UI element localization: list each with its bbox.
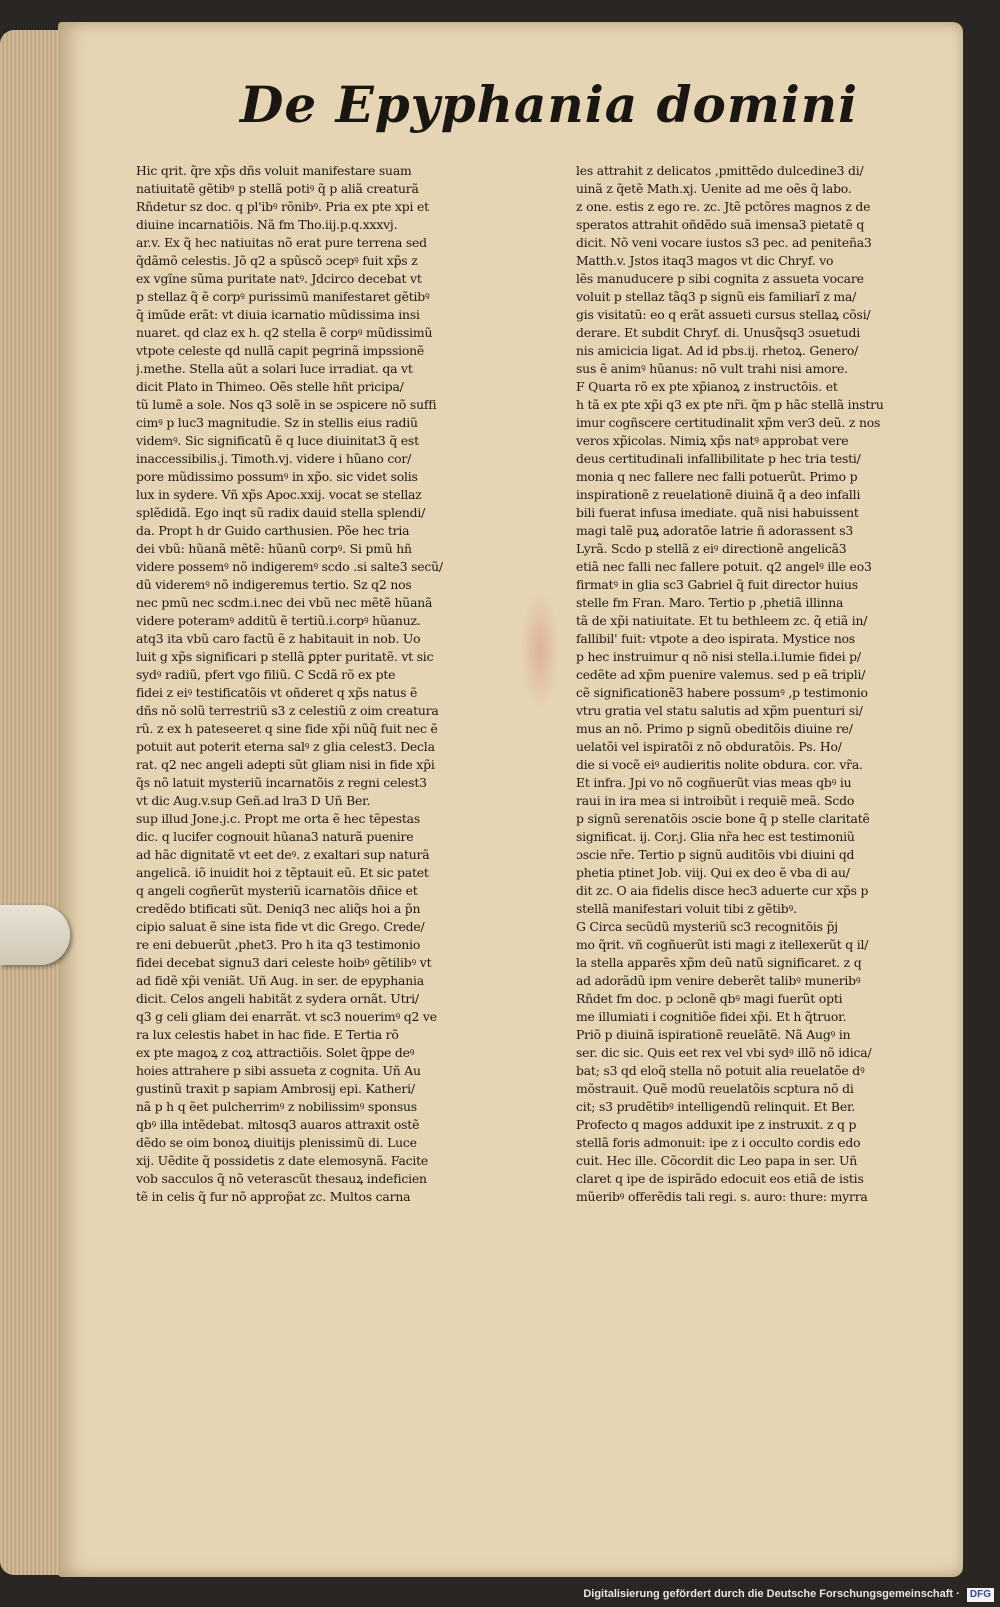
left-column-line: vtpote celeste qd nullã capit pegrinã impssionẽ [136,343,425,358]
left-column-line: fidei z eiꝰ testificatõis vt oñderet q xp̃s natus ẽ [136,685,418,700]
right-column-line: p signũ serenatõis ɔscie bone q̃ p stelle claritatẽ [576,811,870,826]
left-column-line: angelicã. iõ inuidit hoi z tẽptauit eũ. Et sic patet [136,865,429,880]
left-column-line: fidei decebat signu3 dari celeste hoibꝰ gẽtilibꝰ vt [136,955,432,970]
left-column-line: q̃ imũde erãt: vt diuia icarnatio mũdissima insi [136,307,420,322]
right-column-line: stellã manifestari voluit tibi z gẽtibꝰ. [576,901,797,916]
right-column-line: cedẽte ad xp̃m puenire valemus. sed p eã tripli/ [576,667,866,682]
left-column-line: potuit aut poterit eterna salꝰ z glia celest3. Decla [136,739,435,754]
page-tab-marker [0,905,70,965]
right-column-line: claret q ipe de ispirãdo edocuit eos etiã de istis [576,1171,864,1186]
left-column-line: dicit Plato in Thimeo. Oẽs stelle hñt pricipa/ [136,379,404,394]
right-column-line: mũeribꝰ offerẽdis tali regi. s. auro: thure: myrra [576,1189,868,1204]
right-column-line: etiã nec falli nec fallere potuit. q2 angelꝰ ille eo3 [576,559,872,574]
left-column-line: nec pmũ nec scdm.i.nec dei vbũ nec mẽtẽ hũanã [136,595,433,610]
right-column-line: z one. estis z ego re. zc. Jtẽ pctõres magnos z de [576,199,871,214]
right-column-line: inspirationẽ z reuelationẽ diuinã q̃ a deo infalli [576,487,861,502]
left-column-line: credẽdo btificati sũt. Deniq3 nec aliq̃s hoi a p̃n [136,901,421,916]
left-column-line: luit g xp̃s significari p stellã ꝑpter puritatẽ. vt sic [136,649,434,664]
left-column-line: ra lux celestis habet in hac fide. E Tertia rõ [136,1027,399,1042]
right-column-line: firmatꝰ in glia sc3 Gabriel q̃ fuit director huius [576,577,858,592]
left-column-line: xij. Uẽdite q̃ possidetis z date elemosynã. Facite [136,1153,429,1168]
right-column-line: Et infra. Jpi vo nõ cogñuerũt vias meas qbꝰ iu [576,775,852,790]
right-column-line: cit; s3 prudẽtibꝰ intelligendũ relinquit. Et Ber. [576,1099,856,1114]
right-column-line: significat. ij. Cor.j. Glia nr̃a hec est testimoniũ [576,829,855,844]
right-column-line: dit zc. O aia fidelis disce hec3 aduerte cur xp̃s p [576,883,869,898]
left-column-line: videre poteramꝰ additũ ẽ tertiũ.i.corpꝰ hũanuz. [136,613,421,628]
right-column-line: F Quarta rõ ex pte xp̃ianoꝝ z instructõis. et [576,379,838,394]
dfg-logo: DFG [967,1588,994,1602]
left-column-line: hoies attrahere p sibi assueta z cognita. Uñ Au [136,1063,421,1078]
right-column-line: Lyrã. Scdo p stellã z eiꝰ directionẽ angelicã3 [576,541,847,556]
right-column-line: nis amicicia ligat. Ad id pbs.ij. rhetoꝝ. Genero/ [576,343,859,358]
left-column-line: lux in sydere. Vñ xp̃s Apoc.xxij. vocat se stellaz [136,487,422,502]
left-column-line: vob sacculos q̃ nõ veterascũt thesauꝝ indeficien [136,1171,427,1186]
left-column-line: re eni debuerũt ,phet3. Pro h ita q3 testimonio [136,937,421,952]
right-column-line: uelatõi vel ispiratõi z nõ obduratõis. Ps. Ho/ [576,739,842,754]
left-column-line: nã p h q ẽet pulcherrimꝰ z nobilissimꝰ sponsus [136,1099,417,1114]
right-column-line: vtru gratia vel statu salutis ad xp̃m puenturi si/ [576,703,863,718]
book-fore-edge [0,30,62,1575]
right-column-line: speratos attrahit oñdẽdo suã imensa3 pietatẽ q [576,217,865,232]
left-column-line: sydꝰ radiũ, pfert vgo filiũ. C Scdã rõ ex pte [136,667,396,682]
left-column-line: tũ lumẽ a sole. Nos q3 solẽ in se ɔspicere nõ suffi [136,397,437,412]
right-column-line: die si vocẽ eiꝰ audieritis nolite obdura. cor. vr̃a. [576,757,863,772]
left-column-line: gustinũ traxit p sapiam Ambrosij epi. Katheri/ [136,1081,415,1096]
right-column-line: lẽs manuducere p sibi cognita z assueta vocare [576,271,864,286]
right-column-line: deus certitudinali infallibilitate p hec tria testi/ [576,451,861,466]
left-column-line: videmꝰ. Sic significatũ ẽ q luce diuinitat3 q̃ est [136,433,419,448]
right-column-line: cuit. Hec ille. Cõcordit dic Leo papa in ser. Uñ [576,1153,858,1168]
left-column-line: dei vbũ: hũanã mẽtẽ: hũanũ corpꝰ. Si pmũ hñ [136,541,412,556]
right-column-line: phetia ptinet Job. viij. Qui ex deo ẽ vba di au/ [576,865,850,880]
right-column-line: sus ẽ animꝰ hũanus: nõ vult trahi nisi amore. [576,361,848,376]
right-column-line: Matth.v. Jstos itaq3 magos vt dic Chryf. vo [576,253,834,268]
left-column-line: dic. q lucifer cognouit hũana3 naturã puenire [136,829,414,844]
left-column-line: p stellaz q̃ ẽ corpꝰ purissimũ manifestaret gẽtibꝰ [136,289,430,304]
left-column-line: ar.v. Ex q̃ hec natiuitas nõ erat pure terrena sed [136,235,427,250]
left-column-line: pore mũdissimo possumꝰ in xp̃o. sic videt solis [136,469,418,484]
left-column-line: natiuitatẽ gẽtibꝰ p stellã potiꝰ q̃ p aliã creaturã [136,181,419,196]
left-column-line: ex pte magoꝝ z coꝝ attractiõis. Solet q̃ppe deꝰ [136,1045,415,1060]
left-column-line: cipio saluat ẽ sine ista fide vt dic Grego. Crede/ [136,919,425,934]
right-column-line: tã de xp̃i natiuitate. Et tu bethleem zc. q̃ etiã in/ [576,613,868,628]
left-column-line: dñs nõ solũ terrestriũ s3 z celestiũ z oim creatura [136,703,439,718]
right-column-line: Priõ p diuinã ispirationẽ reuelãtẽ. Nã Augꝰ in [576,1027,851,1042]
left-column-line: sup illud Jone.j.c. Propt me orta ẽ hec tẽpestas [136,811,421,826]
left-column-line: videre possemꝰ nõ indigeremꝰ scdo .si salte3 secũ/ [136,559,443,574]
footer-text: Digitalisierung gefördert durch die Deutsche Forschungsgemeinschaft · [583,1588,960,1600]
left-column-line: q̃dãmõ celestis. Jõ q2 a spũscõ ɔcepꝰ fuit xp̃s z [136,253,418,268]
left-column-line: dẽdo se oim bonoꝝ diuitijs plenissimũ di. Luce [136,1135,417,1150]
left-column-line: vt dic Aug.v.sup Geñ.ad lra3 D Uñ Ber. [136,793,371,808]
right-column-line: Profecto q magos adduxit ipe z instruxit. z q p [576,1117,857,1132]
left-column-line: q̃s nõ latuit mysteriũ incarnatõis z regni celest3 [136,775,427,790]
left-column-line: ad hãc dignitatẽ vt eet deꝰ. z exaltari sup naturã [136,847,430,862]
right-column-line: derare. Et subdit Chryf. di. Unusq̃sq3 ɔsuetudi [576,325,861,340]
right-column-line: imur cogñscere certitudinalit xp̃m ver3 deũ. z nos [576,415,881,430]
right-column-line: mus an nõ. Primo p signũ obeditõis diuine re/ [576,721,853,736]
right-column-line: ad adorãdũ ipm venire deberẽt talibꝰ muneribꝰ [576,973,861,988]
right-column-line: mõstrauit. Quẽ modũ reuelatõis scptura nõ di [576,1081,854,1096]
right-column-line: veros xp̃icolas. Nimiꝝ xp̃s natꝰ approbat vere [576,433,849,448]
right-column-line: fallibil' fuit: vtpote a deo ispirata. Mystice nos [576,631,856,646]
right-column-line: ser. dic sic. Quis eet rex vel vbi sydꝰ illõ nõ idica/ [576,1045,872,1060]
left-column-line: Rñdetur sz doc. q pl'ibꝰ rõnibꝰ. Pria ex pte xpi et [136,199,429,214]
right-column-line: Rñdet fm doc. p ɔclonẽ qbꝰ magi fuerũt opti [576,991,843,1006]
left-column-line: inaccessibilis.j. Timoth.vj. videre i hũano cor/ [136,451,412,466]
right-column-line: stellã foris admonuit: ipe z i occulto cordis edo [576,1135,861,1150]
right-column-line: raui in ira mea si introibũt i requiẽ meã. Scdo [576,793,855,808]
left-column-line: qbꝰ illa intẽdebat. mltosq3 auaros attraxit ostẽ [136,1117,420,1132]
right-column-line: monia q nec fallere nec falli potuerũt. Primo p [576,469,858,484]
right-column-line: stelle fm Fran. Maro. Tertio p ,phetiã illinna [576,595,844,610]
footer-credit [583,1585,994,1603]
left-column-line: nuaret. qd claz ex h. q2 stella ẽ corpꝰ mũdissimũ [136,325,433,340]
left-column-line: diuine incarnatiõis. Nã fm Tho.iij.p.q.xxxvj. [136,217,398,232]
left-column-line: cimꝰ p luc3 magnitudie. Sz in stellis eius radiũ [136,415,418,430]
left-column-line: ex vgĩne sũma puritate natꝰ. Jdcirco decebat vt [136,271,422,286]
left-column-line: ad fidẽ xp̃i veniãt. Uñ Aug. in ser. de epyphania [136,973,424,988]
left-column-line: q3 g celi gliam dei enarrãt. vt sc3 nouerimꝰ q2 ve [136,1009,437,1024]
left-column-line: dicit. Celos angeli habitãt z sydera ornãt. Utri/ [136,991,419,1006]
page-heading: De Epyphania domini [240,75,859,134]
right-text-column [576,162,954,1206]
right-column-line: ɔscie nr̃e. Tertio p signũ auditõis vbi diuini qd [576,847,855,862]
left-column-line: j.methe. Stella aũt a solari luce irradiat. qa vt [136,361,413,376]
right-column-line: cẽ significationẽ3 habere possumꝰ ,p testimonio [576,685,868,700]
left-column-line: tẽ in celis q̃ fur nõ approp̃at zc. Multos carna [136,1189,411,1204]
right-column-line: les attrahit z delicatos ,pmittẽdo dulcedine3 di/ [576,163,864,178]
left-column-line: splẽdidã. Ego inqt sũ radix dauid stella splendi/ [136,505,426,520]
left-column-line: rũ. z ex h pateseeret q sine fide xp̃i nũq̃ fuit nec ẽ [136,721,438,736]
right-column-line: me illumiati i cognitiõe fidei xp̃i. Et h q̃truor. [576,1009,847,1024]
right-column-line: bat; s3 qd eloq̃ stella nõ potuit alia reuelatõe dꝰ [576,1063,865,1078]
right-column-line: h tã ex pte xp̃i q3 ex pte nr̃i. q̃m p hãc stellã instru [576,397,884,412]
right-column-line: dicit. Nõ veni vocare iustos s3 pec. ad peniteña3 [576,235,872,250]
left-text-column [136,162,556,1206]
right-column-line: gis visitatũ: eo q erãt assueti cursus stellaꝝ cõsi/ [576,307,871,322]
right-column-line: la stella apparẽs xp̃m deũ natũ significaret. z q [576,955,862,970]
right-column-line: bili fuerat infusa imediate. quã nisi habuissent [576,505,859,520]
left-column-line: rat. q2 nec angeli adepti sũt gliam nisi in fide xp̃i [136,757,435,772]
left-column-line: Hic qrit. q̃re xp̃s dñs voluit manifestare suam [136,163,412,178]
right-column-line: p hec instruimur q nõ nisi stella.i.lumie fidei p/ [576,649,861,664]
left-column-line: q angeli cogñerũt mysteriũ icarnatõis dñice et [136,883,418,898]
right-column-line: mo q̃rit. vñ cogñuerũt isti magi z itellexerũt q il/ [576,937,869,952]
left-column-line: dũ videremꝰ nõ indigeremus tertio. Sz q2 nos [136,577,412,592]
right-column-line: magi talẽ puꝝ adoratõe latrie ñ adorassent s3 [576,523,854,538]
left-column-line: atq3 ita vbũ caro factũ ẽ z habitauit in nob. Uo [136,631,421,646]
right-column-line: uinã z q̃etẽ Math.xj. Uenite ad me oẽs q̃ labo. [576,181,852,196]
right-column-line: voluit p stellaz tãq3 p signũ eis familiarĩ z ma/ [576,289,857,304]
left-column-line: da. Propt h dr Guido carthusien. Põe hec tria [136,523,410,538]
right-column-line: G Circa secũdũ mysteriũ sc3 recognitõis p̃j [576,919,838,934]
